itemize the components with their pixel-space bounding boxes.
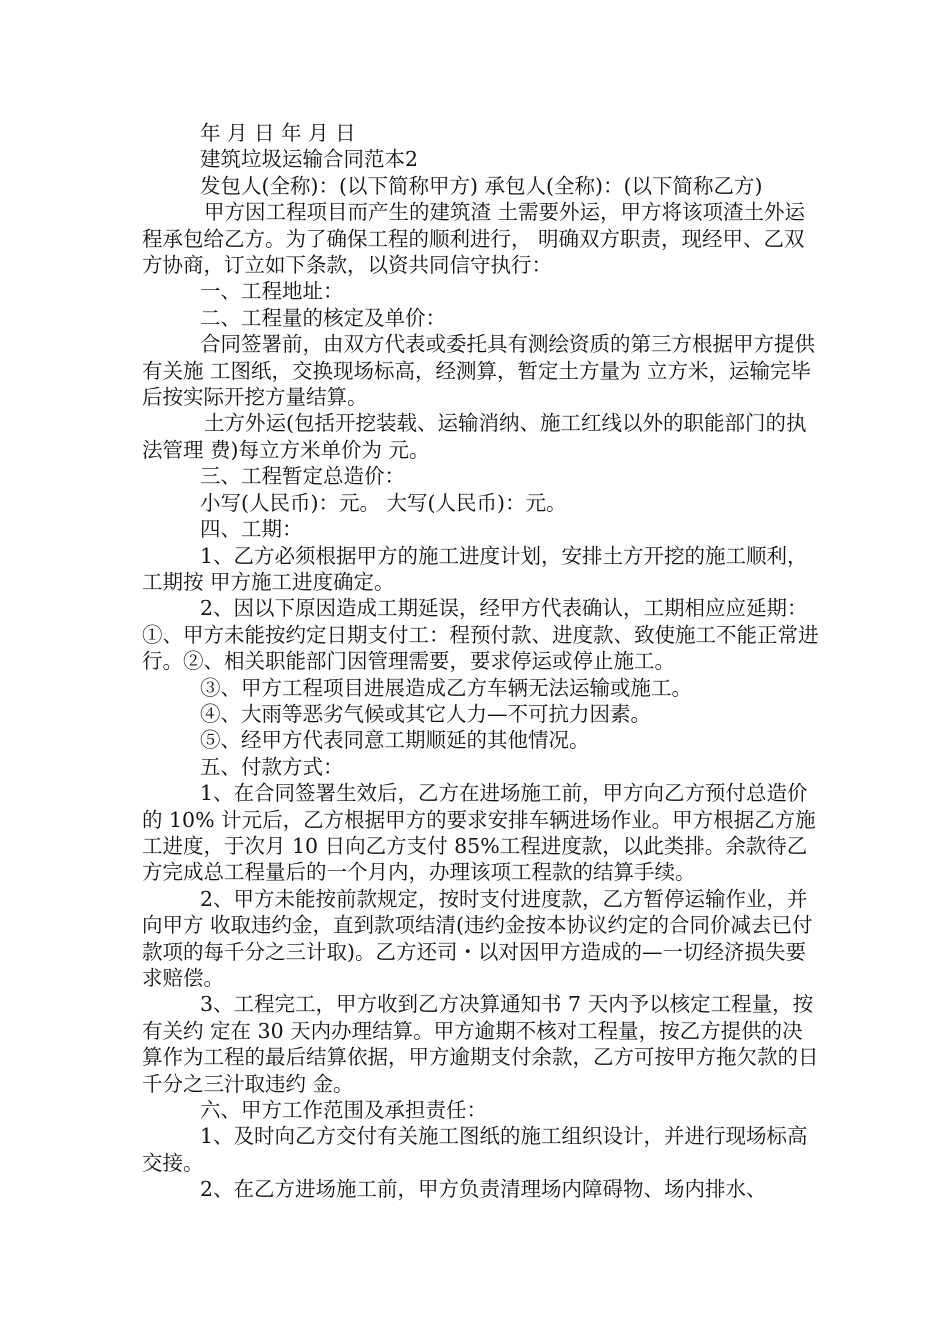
- section-2-heading: 二、工程量的核定及单价：: [200, 305, 446, 330]
- section-5-paragraph-3: 3、工程完工，甲方收到乙方决算通知书 7 天内予以核定工程量，按有关约 定在 30 天内办理结算。甲方逾期不核对工程量，按乙方提供的决算作为工程的最后结算依据，甲方逾期支付余款，乙方可按甲方拖欠款的日千分之三汁取违约 金。: [142, 992, 819, 1096]
- section-4-paragraph-4: ④、大雨等恶劣气候或其它人力—不可抗力因素。: [200, 701, 651, 726]
- section-3-paragraph-1: 小写(人民币)：元。 大写(人民币)：元。: [200, 490, 567, 515]
- parties-line: 发包人(全称)：(以下简称甲方) 承包人(全称)：(以下简称乙方): [200, 173, 763, 198]
- section-4-paragraph-3: ③、甲方工程项目进展造成乙方车辆无法运输或施工。: [200, 675, 692, 700]
- document-title: 建筑垃圾运输合同范本2: [200, 147, 419, 172]
- section-5-paragraph-1: 1、在合同签署生效后，乙方在进场施工前，甲方向乙方预付总造价的 10% 计元后，乙方根据甲方的要求安排车辆进场作业。甲方根据乙方施工进度，于次月 10 日向乙方支付 85%工程进度款，以此类排。余款待乙方完成总工程量后的一个月内，办理该项工程款的结算手续。: [142, 781, 816, 885]
- section-2-paragraph-1: 合同签署前，由双方代表或委托具有测绘资质的第三方根据甲方提供有关施 工图纸，交换现场标高，经测算，暂定土方量为 立方米，运输完毕后按实际开挖方量结算。: [142, 332, 815, 410]
- intro-paragraph: 甲方因工程项目而产生的建筑渣 土需要外运，甲方将该项渣土外运程承包给乙方。为了确保工程的顺利进行， 明确双方职责，现经甲、乙双方协商，订立如下条款，以资共同信守执行：: [142, 200, 806, 278]
- section-5-heading: 五、付款方式：: [200, 754, 344, 779]
- section-4-paragraph-5: ⑤、经甲方代表同意工期顺延的其他情况。: [200, 728, 590, 753]
- section-4-heading: 四、工期：: [200, 517, 303, 542]
- section-1-heading: 一、工程地址：: [200, 279, 344, 304]
- section-3-heading: 三、工程暂定总造价：: [200, 464, 405, 489]
- section-4-paragraph-2: 2、因以下原因造成工期延误，经甲方代表确认，工期相应应延期： ①、甲方未能按约定日期支付工：程预付款、进度款、致使施工不能正常进行。②、相关职能部门因管理需要，要求停运或停止施工。: [142, 596, 819, 674]
- contract-document: [142, 120, 822, 1203]
- section-6-paragraph-2: 2、在乙方进场施工前，甲方负责清理场内障碍物、场内排水、: [200, 1177, 767, 1202]
- section-6-paragraph-1: 1、及时向乙方交付有关施工图纸的施工组织设计，并进行现场标高交接。: [142, 1124, 808, 1175]
- section-5-paragraph-2: 2、甲方未能按前款规定，按时支付进度款，乙方暂停运输作业，并向甲方 收取违约金，直到款项结清(违约金按本协议约定的合同价减去已付款项的每千分之三计取)。乙方还司・以对因甲方造成的—一切经济损失要求赔偿。: [142, 886, 813, 990]
- header-dates: 年 月 日 年 月 日: [200, 121, 356, 145]
- section-6-heading: 六、甲方工作范围及承担责任：: [200, 1098, 487, 1123]
- section-2-paragraph-2: 土方外运(包括开挖装载、运输消纳、施工红线以外的职能部门的执法管理 费)每立方米单价为 元。: [142, 411, 807, 462]
- section-4-paragraph-1: 1、乙方必须根据甲方的施工进度计划，安排土方开挖的施工顺利，工期按 甲方施工进度确定。: [142, 543, 808, 594]
